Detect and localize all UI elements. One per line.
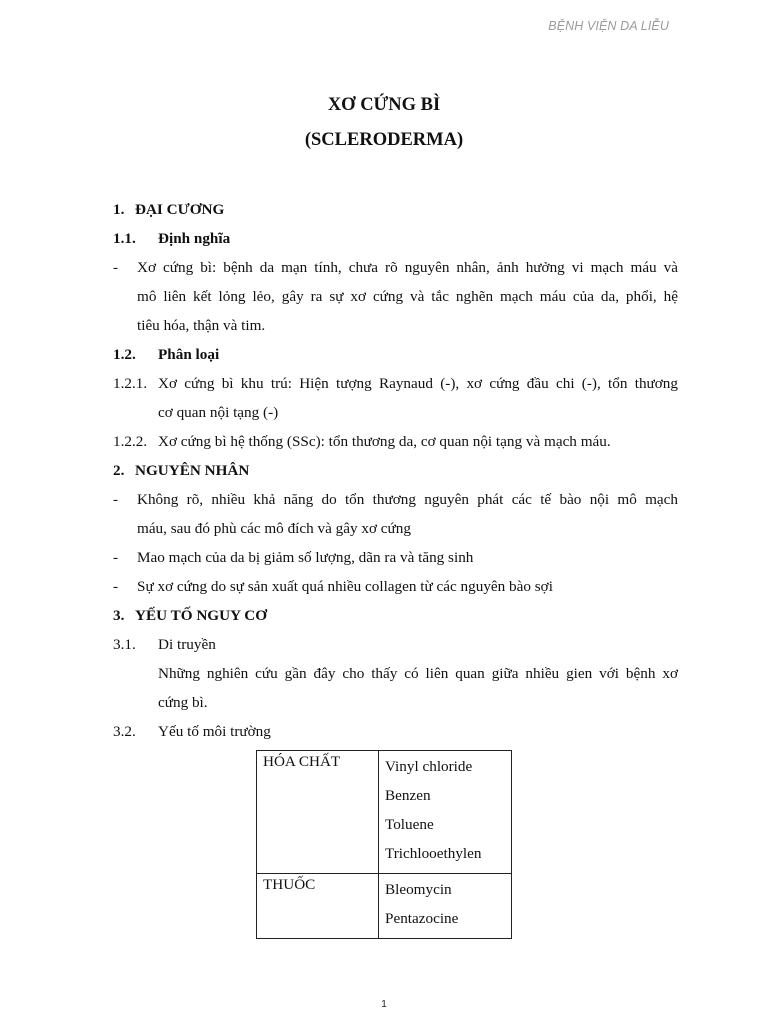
subsection-3-2-number: 3.2. [113, 723, 136, 740]
table-cell-items [379, 751, 512, 874]
section-3-number: 3. [113, 607, 125, 624]
section-1-number: 1. [113, 201, 125, 218]
cause-1-line-1: Không rõ, nhiều khả năng do tổn thương nguyên phát các tế bào nội mô mạch [137, 491, 678, 508]
subsection-1-2-number: 1.2. [113, 346, 136, 363]
table-item: Toluene [385, 816, 434, 833]
section-3-title: YẾU TỐ NGUY CƠ [135, 607, 268, 624]
class-1-line-2: cơ quan nội tạng (-) [158, 404, 279, 421]
header-hospital-name: BỆNH VIỆN DA LIỄU [548, 19, 669, 33]
cause-2-line-1: Mao mạch của da bị giảm số lượng, dãn ra và tăng sinh [137, 549, 474, 566]
bullet-dash: - [113, 578, 119, 595]
section-2-title: NGUYÊN NHÂN [135, 462, 250, 479]
section-1-title: ĐẠI CƯƠNG [135, 201, 225, 218]
subsection-3-1-number: 3.1. [113, 636, 136, 653]
document-title: XƠ CỨNG BÌ [327, 95, 441, 115]
bullet-dash: - [113, 491, 119, 508]
class-1-number: 1.2.1. [113, 375, 148, 392]
class-1-line-1: Xơ cứng bì khu trú: Hiện tượng Raynaud (-), xơ cứng đầu chi (-), tổn thương [158, 375, 678, 392]
table-row [257, 874, 512, 939]
table-cell-items [379, 874, 512, 939]
subsection-3-1-title: Di truyền [158, 636, 216, 653]
bullet-dash: - [113, 259, 119, 276]
subsection-3-2-title: Yếu tố môi trường [158, 723, 271, 740]
environment-factor-table [256, 750, 512, 939]
subsection-1-2-title: Phân loại [158, 346, 220, 363]
class-2-number: 1.2.2. [113, 433, 148, 450]
section-2-number: 2. [113, 462, 125, 479]
table-item: Trichlooethylen [385, 845, 482, 862]
table-item: Pentazocine [385, 910, 459, 927]
table-cell-category: HÓA CHẤT [257, 751, 379, 874]
class-2-line-1: Xơ cứng bì hệ thống (SSc): tổn thương da, cơ quan nội tạng và mạch máu. [158, 433, 611, 450]
table-row [257, 751, 512, 874]
definition-line-2: mô liên kết lỏng lẻo, gây ra sự xơ cứng và tắc nghẽn mạch máu của da, phổi, hệ [137, 288, 678, 305]
table-item: Bleomycin [385, 881, 452, 898]
definition-line-1: Xơ cứng bì: bệnh da mạn tính, chưa rõ nguyên nhân, ảnh hưởng vi mạch máu và [137, 259, 678, 276]
genetics-line-2: cứng bì. [158, 694, 208, 711]
table-item: Vinyl chloride [385, 758, 473, 775]
document-subtitle: (SCLERODERMA) [304, 130, 464, 150]
definition-line-3: tiêu hóa, thận và tim. [137, 317, 266, 334]
cause-3-line-1: Sự xơ cứng do sự sản xuất quá nhiều collagen từ các nguyên bào sợi [137, 578, 553, 595]
genetics-line-1: Những nghiên cứu gần đây cho thấy có liên quan giữa nhiều gien với bệnh xơ [158, 665, 678, 682]
table-cell-category: THUỐC [257, 874, 379, 939]
subsection-1-1-title: Định nghĩa [158, 230, 231, 247]
subsection-1-1-number: 1.1. [113, 230, 136, 247]
cause-1-line-2: máu, sau đó phù các mô đích và gây xơ cứng [137, 520, 411, 537]
page-number: 1 [381, 999, 387, 1010]
bullet-dash: - [113, 549, 119, 566]
table-item: Benzen [385, 787, 431, 804]
